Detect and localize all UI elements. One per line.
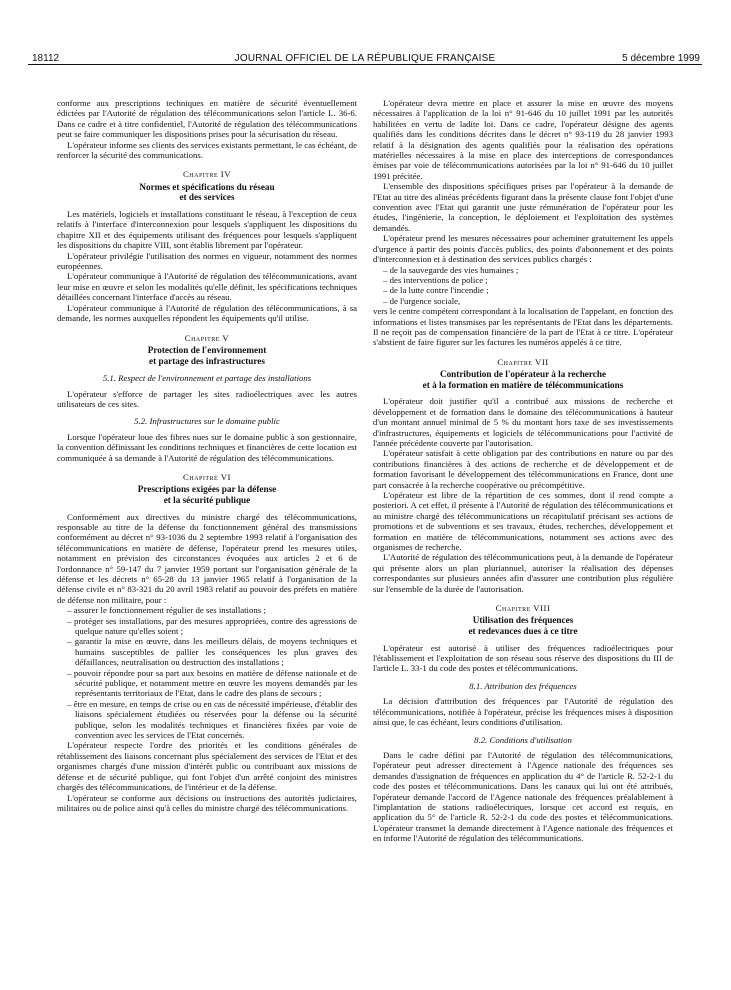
paragraph: L'opérateur communique à l'Autorité de régulation des télécommunications, à sa demande, les normes auxquelles répondent les équipements qu'il utilise. — [57, 302, 357, 324]
title-line: et à la formation en matière de télécommunications — [422, 379, 624, 390]
chapter-4-title — [57, 182, 357, 203]
paragraph: L'opérateur prend les mesures nécessaires pour acheminer gratuitement les appels d'urgence à partir des points d'accès publics, des points d'abonnement et des points d'interconnexion et à destination des services publics chargés : — [373, 233, 673, 265]
publication-date: 5 décembre 1999 — [622, 53, 700, 64]
chapter-5-label: Chapitre V — [184, 332, 230, 343]
paragraph: Les matériels, logiciels et installations constituant le réseau, à l'exception de ceux relatifs à l'interface d'interconnexion pour lesquels s'appliquent les dispositions du chapitre XII et des équipements utilisant des fréquences pour lesquels s'appliquent les dispositions du chapitre VIII, sont établis librement par l'opérateur. — [57, 209, 357, 251]
defense-measures-list — [57, 605, 357, 740]
list-item: – de la lutte contre l'incendie ; — [383, 285, 673, 295]
paragraph: La décision d'attribution des fréquences par l'Autorité de régulation des télécommunications, notifiée à l'opérateur, précise les fréquences mises à disposition ainsi que, le cas échéant, leurs conditions d'utilisation. — [373, 696, 673, 728]
chapter-6-title — [57, 484, 357, 505]
paragraph: L'opérateur est autorisé à utiliser des fréquences radioélectriques pour l'établissement et l'exploitation de son réseau sous réserve des dispositions du III de l'article L. 33-1 du code des postes et télécommunications. — [373, 642, 673, 674]
paragraph: L'opérateur doit justifier qu'il a contribué aux missions de recherche et développement et de formation dans le domaine des télécommunications à hauteur d'un montant annuel minimal de 5 % du montant hors taxe de ses investissements d'infrastructures, équipements et logiciels de télécommunications pour l'activité de l'année précédente couverte par l'autorisation. — [373, 396, 673, 448]
section-8-1-heading: 8.1. Attribution des fréquences — [469, 680, 577, 691]
list-item: – des interventions de police ; — [383, 275, 673, 285]
list-item: – être en mesure, en temps de crise ou en cas de nécessité impérieuse, d'établir des liaisons spécialement étudiées ou réservées pour la défense ou la sécurité publique, selon les modalités techniques et financières fixées par voie de convention avec les services de l'Etat concernés. — [67, 699, 357, 741]
chapter-label — [57, 333, 357, 343]
paragraph: L'opérateur se conforme aux décisions ou instructions des autorités judiciaires, militaires ou de police ainsi qu'à celles du ministre chargé des télécommunications. — [57, 792, 357, 813]
title-line: et redevances dues à ce titre — [468, 626, 578, 637]
journal-title: JOURNAL OFFICIEL DE LA RÉPUBLIQUE FRANÇAISE — [234, 53, 496, 64]
title-line: Prescriptions exigées par la défense — [137, 484, 277, 495]
paragraph: L'Autorité de régulation des télécommunications peut, à la demande de l'opérateur qui présente alors un plan pluriannuel, autoriser la réalisation des dépenses correspondantes sur plusieurs années afin d'assurer une contribution plus régulière sur l'ensemble de la durée de l'autorisation. — [373, 552, 673, 594]
page-header — [28, 43, 702, 65]
chapter-label — [373, 603, 673, 613]
paragraph: L'ensemble des dispositions spécifiques prises par l'opérateur à la demande de l'Etat au titre des alinéas précédents figurant dans la présente clause font l'objet d'une convention avec l'Etat qui garantit une juste rémunération de l'opérateur pour les études, l'ingénierie, la conception, le déploiement et l'exploitation des systèmes demandés. — [373, 181, 673, 233]
emergency-services-list — [373, 265, 673, 307]
list-item: – assurer le fonctionnement régulier de ses installations ; — [67, 605, 357, 615]
title-line: Utilisation des fréquences — [472, 615, 574, 626]
chapter-5-title — [57, 345, 357, 366]
title-line: Contribution de l'opérateur à la recherche — [439, 369, 607, 380]
header-rule — [28, 64, 702, 65]
paragraph: L'opérateur satisfait à cette obligation par des contributions en nature ou par des contributions financières à des actions de recherche et de développement et de formation favorisant le développement des télécommunications en France, dont une part consacrée à la recherche coopérative ou précompétitive. — [373, 448, 673, 490]
chapter-label — [57, 169, 357, 179]
chapter-label — [57, 472, 357, 482]
paragraph: conforme aux prescriptions techniques en matière de sécurité éventuellement édictées par l'Autorité de régulation des télécommunications selon l'article L. 36-6. Dans ce cadre et à titre confidentiel, l'Autorité de régulation des télécommunications peut se faire communiquer les dispositions prises pour la sécurisation du réseau. — [57, 98, 357, 140]
paragraph: L'opérateur privilégie l'utilisation des normes en vigueur, notamment des normes européennes. — [57, 250, 357, 272]
right-column — [373, 98, 673, 844]
list-item: – de l'urgence sociale, — [383, 296, 673, 306]
chapter-6-label: Chapitre VI — [183, 471, 231, 482]
chapter-label — [373, 357, 673, 367]
paragraph: L'opérateur informe ses clients des services existants permettant, le cas échéant, de renforcer la sécurité des communications. — [57, 139, 357, 161]
page-number: 18112 — [32, 53, 60, 64]
title-line: et la sécurité publique — [163, 494, 251, 505]
paragraph: Lorsque l'opérateur loue des fibres nues sur le domaine public à son gestionnaire, la convention définissant les conditions techniques et financières de cette location est communiquée à sa demande à l'Autorité de régulation des télécommunications. — [57, 431, 357, 463]
paragraph: L'opérateur devra mettre en place et assurer la mise en œuvre des moyens nécessaires à l'application de la loi n° 91-646 du 10 juillet 1991 par les autorités habilitées en vertu de ladite loi. Dans ce cadre, l'opérateur désigne des agents qualifiés dans les conditions décrites dans le décret n° 93-119 du 28 janvier 1993 relatif à la désignation des agents qualifiés pour la réalisation des opérations matérielles nécessaires à la mise en place des interceptions de correspondances émises par voie de télécommunications autorisées par la loi n° 91-646 du 10 juillet 1991 précitée. — [373, 98, 673, 181]
left-column — [57, 98, 357, 813]
paragraph: Conformément aux directives du ministre chargé des télécommunications, responsable au titre de la défense du fonctionnement général des transmissions conformément au décret n° 93-1036 du 2 septembre 1993 relatif à l'organisation des télécommunications en matière de défense, l'opérateur prend les mesures utiles, notamment en prévision des circonstances évoquées aux articles 2 et 6 de l'ordonnance n° 59-147 du 7 janvier 1959 portant sur l'organisation générale de la défense et les décrets n° 65-28 du 13 janvier 1965 relatif à l'organisation de la défense civile et n° 83-321 du 20 avril 1983 relatif au pouvoir des préfets en matière de défense non militaire, pour : — [57, 511, 357, 605]
paragraph: L'opérateur respecte l'ordre des priorités et les conditions générales de rétablissement des liaisons concernant plus spécialement des services de l'Etat et des organismes chargés d'une mission d'intérêt public ou contribuant aux missions de défense et de sécurité publique, qui font l'objet d'un arrêté conjoint des ministres chargés des télécommunications, de l'intérieur et de la défense. — [57, 740, 357, 793]
section-5-2-heading: 5.2. Infrastructures sur le domaine public — [134, 416, 280, 427]
section-5-1-heading: 5.1. Respect de l'environnement et partage des installations — [102, 373, 312, 384]
title-line: et des services — [179, 192, 235, 203]
chapter-4-label: Chapitre IV — [182, 169, 232, 180]
chapter-8-title — [373, 615, 673, 636]
chapter-7-title — [373, 369, 673, 390]
paragraph: vers le centre compétent correspondant à la localisation de l'appelant, en fonction des informations et listes transmises par les représentants de l'Etat dans les départements. Il ne reçoit pas de compensation financière de la part de l'Etat à ce titre. L'opérateur s'abstient de faire figurer sur les factures les numéros appelés à ce titre. — [373, 306, 673, 348]
paragraph: L'opérateur s'efforce de partager les sites radioélectriques avec les autres utilisateurs de ces sites. — [57, 388, 357, 409]
paragraph: L'opérateur est libre de la répartition de ces sommes, dont il rend compte a posteriori. A cet effet, il présente à l'Autorité de régulation des télécommunications et au ministre chargé des télécommunications un récapitulatif précisant ses actions de promotions et de subventions et ses travaux, études, recherches, développement et formation en matière de télécommunications, notamment ses actions avec des organismes de recherche. — [373, 490, 673, 553]
list-item: – protéger ses installations, par des mesures appropriées, contre des agressions de quelque nature qu'elles soient ; — [67, 616, 357, 637]
list-item: – pouvoir répondre pour sa part aux besoins en matière de défense nationale et de sécurité publique, et notamment mettre en œuvre les moyens demandés par les représentants territoriaux de l'Etat, dans le cadre des plans de secours ; — [67, 668, 357, 699]
paragraph: L'opérateur communique à l'Autorité de régulation des télécommunications, avant leur mise en œuvre et selon les modalités qu'elle définit, les spécifications techniques détaillées concernant l'interface d'accès au réseau. — [57, 271, 357, 303]
section-8-2-heading: 8.2. Conditions d'utilisation — [474, 734, 572, 745]
list-item: – de la sauvegarde des vies humaines ; — [383, 265, 673, 275]
paragraph: Dans le cadre défini par l'Autorité de régulation des télécommunications, l'opérateur peut adresser directement à l'Agence nationale des fréquences ses demandes d'assignation de fréquences en application du 4° de l'article R. 52-2-1 du code des postes et télécommunications. Dans les canaux qui lui ont été attribués, l'opérateur demande l'accord de l'Agence nationale des fréquences préalablement à l'implantation de stations radioélectriques, lorsque cet accord est requis, en application du 5° de l'article R. 52-2-1 du code des postes et télécommunications. L'opérateur transmet la demande directement à l'Agence nationale des fréquences et en informe l'Autorité de régulation des télécommunications. — [373, 749, 673, 844]
chapter-8-label: Chapitre VIII — [495, 603, 551, 614]
list-item: – garantir la mise en œuvre, dans les meilleurs délais, de moyens techniques et humains susceptibles de pallier les conséquences les plus graves des défaillances, neutralisation ou destruction des installations ; — [67, 636, 357, 667]
title-line: Protection de l'environnement — [147, 344, 267, 355]
title-line: et partage des infrastructures — [149, 355, 265, 366]
chapter-7-label: Chapitre VII — [497, 356, 549, 367]
title-line: Normes et spécifications du réseau — [139, 181, 275, 192]
